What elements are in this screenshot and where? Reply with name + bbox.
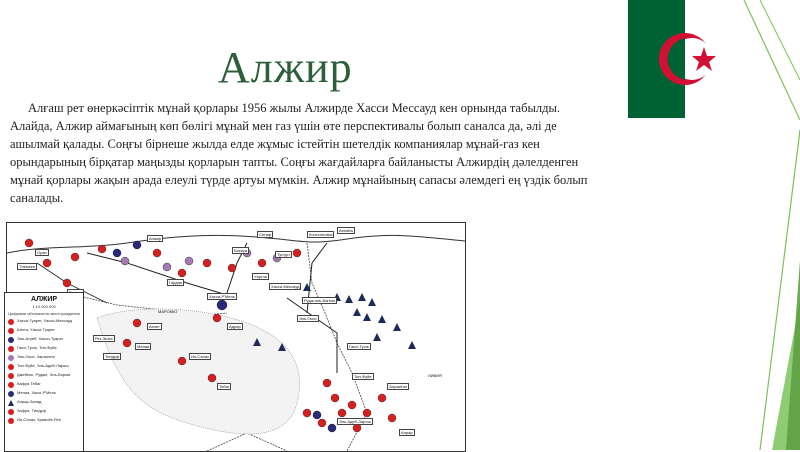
- legend-row: [8, 381, 80, 388]
- slide-body-text: Алғаш рет өнеркәсіптік мұнай қорлары 1956 жылы Алжирде Хасси Мессауд кен орнында табылды. Алайда, Алжир аймағының көп бөлігі мұнай мен газ үшін өте перспективалы болып саналса да, әлі де ашылмай қалады. Соңғы бірнеше жылда елде жұмыс істейтін шетелдік компаниялар мұнай-газ кен орындарының бірқатар маңызды қорларын тапты. Соңғы жағдайларға байланысты Алжирдің дәлелденген мұнай қорлары жақын арада елеулі түрде артуы мүмкін. Алжир мұнайының сапасы әлемдегі ең үздік болып саналады.: [10, 101, 588, 205]
- map-label-tindouf: Тиндуф: [105, 354, 120, 359]
- oil-field-dot-icon: [8, 391, 14, 397]
- deco-line-2: [760, 0, 800, 80]
- oil-field-dot-icon: [8, 346, 14, 352]
- legend-label: Тин-Фуйе, Эль-Адеб-Ларош: [17, 363, 69, 368]
- legend-label: Зафра, Тиндуф: [17, 408, 46, 413]
- map-city-algiers: Алжир: [149, 236, 162, 241]
- slide-title: Алжир: [218, 43, 353, 92]
- legend-row: [8, 408, 80, 415]
- map-label-menaa: Менаа: [137, 344, 150, 349]
- legend-label: Шегга, Хасси-Туарег: [17, 327, 55, 332]
- map-label-tebag: Тебаг: [219, 384, 230, 389]
- oil-field-dot-icon: [8, 328, 14, 334]
- map-label-adrar: Адрар: [229, 324, 241, 329]
- legend-rows: [5, 318, 83, 424]
- legend-label: Хасси-Туарег, Хасси-Мессауд: [17, 318, 72, 323]
- legend-row: [8, 318, 80, 325]
- map-label-zarzaitine: Зарзаітин: [389, 384, 408, 389]
- legend-label: Гассі-Туіль, Тин-Фуйе: [17, 345, 57, 350]
- legend-label: Эль-Агреб, Хасси-Туарег: [17, 336, 64, 341]
- map-label-ghardaia: Гардая: [169, 280, 183, 285]
- deco-green-triangle-2: [786, 260, 800, 450]
- legend-title: АЛЖИР: [30, 296, 58, 303]
- legend-label: Кафра Тебаг: [17, 381, 41, 386]
- map-label-alrar: Алрар: [401, 430, 413, 435]
- legend-subtitle: Цифрами обозначены месторождения: [8, 311, 80, 316]
- map-city-constantine: Константина: [309, 232, 333, 237]
- map-legend: [4, 292, 84, 452]
- map-label-touggourt: Туггурт: [277, 252, 291, 257]
- oil-field-dot-icon: [8, 355, 14, 361]
- oil-field-dot-icon: [8, 364, 14, 370]
- legend-row: [8, 363, 80, 370]
- legend-label: Эль-Гассі, Зарзаітин: [17, 354, 55, 359]
- legend-row: [8, 327, 80, 334]
- legend-label: Джебель, Рудже, Эль-Бирма: [17, 372, 71, 377]
- map-label-reg: Рег-Эшех: [95, 336, 113, 341]
- legend-row: [8, 354, 80, 361]
- map-label-biskra: Бискра: [234, 248, 248, 253]
- legend-row: [8, 399, 80, 406]
- map-label-hassi-rmel: Хасси-Р'Мель: [209, 294, 235, 299]
- legend-label: Менаа, Хассі-Р'Мель: [17, 390, 56, 395]
- legend-label: Ин-Салах, Кривойх-Рен: [17, 417, 61, 422]
- map-country-morocco: МАРОККО: [158, 309, 178, 314]
- map-border-mali: [207, 433, 287, 451]
- legend-row: [8, 372, 80, 379]
- oil-field-dot-icon: [8, 409, 14, 415]
- map-sahara-region: [97, 309, 300, 434]
- map-city-oran: Оран: [37, 250, 47, 255]
- legend-row: [8, 345, 80, 352]
- legend-label: Алрар-Запад: [17, 399, 42, 404]
- flag-of-algeria-icon: [628, 0, 742, 118]
- oil-field-dot-icon: [8, 373, 14, 379]
- map-label-gassi-touil: Гассі-Туіль: [349, 344, 369, 349]
- deco-line-1: [744, 0, 800, 120]
- deco-green-triangle: [772, 300, 800, 450]
- legend-row: [8, 417, 80, 424]
- gas-field-triangle-icon: [8, 400, 14, 406]
- map-label-tin-fouye: Тин-Фуйе: [354, 374, 372, 379]
- oil-field-dot-icon: [8, 382, 14, 388]
- map-label-in-salah: Ин-Салах: [191, 354, 210, 359]
- map-city-tlemcen: Тлемсен: [19, 264, 36, 269]
- map-border-libya: [337, 343, 367, 451]
- deco-line-3: [760, 130, 800, 450]
- map-label-el-adeb: Эль-Адеб-Ларош: [339, 419, 371, 424]
- oil-field-dot-icon: [8, 319, 14, 325]
- map-city-annaba: Аннаба: [339, 228, 353, 233]
- map-label-rhourde-el-baguel: Рудж-эль-Багель: [304, 298, 336, 303]
- legend-row: [8, 390, 80, 397]
- map-label-ouargla: Уаргла: [254, 274, 267, 279]
- map-label-ahnet: Ахнет: [149, 324, 160, 329]
- oil-field-dot-icon: [8, 337, 14, 343]
- map-city-setif: Сетиф: [259, 232, 272, 237]
- legend-row: [8, 336, 80, 343]
- map-label-hassi-messaoud: Хасси-Мессауд: [271, 284, 300, 289]
- oil-field-dot-icon: [8, 418, 14, 424]
- legend-scale: 1:10 000 000: [32, 304, 56, 309]
- map-country-libya: ЛИВИЯ: [428, 373, 442, 378]
- map-label-el-gassi: Эль-Гассі: [299, 316, 317, 321]
